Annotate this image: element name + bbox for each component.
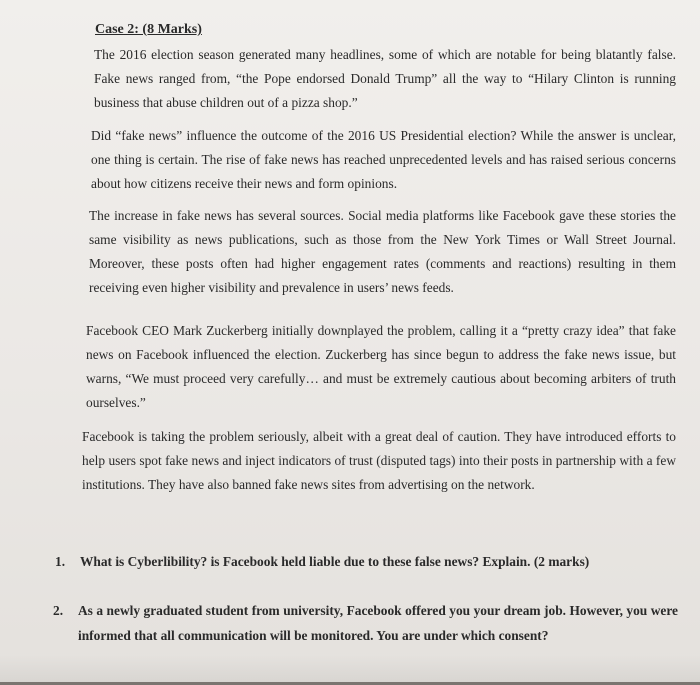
paragraph-fake-news-influence: Did “fake news” influence the outcome of the 2016 US Presidential election? While the answer is unclear, one thing is certain. The rise of fake news has reached unprecedented levels and has raised serious concerns about how citizens receive their news and form opinions.	[91, 128, 676, 191]
paragraph-fake-news-sources: The increase in fake news has several sources. Social media platforms like Facebook gave these stories the same visibility as news publications, such as those from the New York Times or Wall Street Journal. Moreover, these posts often had higher engagement rates (comments and reactions) resulting in them receiving even higher visibility and prevalence in users’ news feeds.	[89, 208, 676, 295]
paragraph-zuckerberg-response: Facebook CEO Mark Zuckerberg initially downplayed the problem, calling it a “pretty crazy idea” that fake news on Facebook influenced the election. Zuckerberg has since begun to address the fake news issue, but warns, “We must proceed very carefully… and must be extremely cautious about becoming arbiters of truth ourselves.”	[86, 323, 676, 410]
paragraph-election-headlines: The 2016 election season generated many headlines, some of which are notable for being blatantly false. Fake news ranged from, “the Pope endorsed Donald Trump” all the way to “Hilary Clinton is running business that abuse children out of a pizza shop.”	[94, 47, 676, 110]
question-1	[55, 549, 680, 574]
case-title: Case 2: (8 Marks)	[95, 22, 202, 37]
question-text: What is Cyberlibility? is Facebook held liable due to these false news? Explain. (2 marks)	[80, 554, 590, 569]
question-number: 1.	[55, 554, 66, 569]
question-text: As a newly graduated student from university, Facebook offered you your dream job. However, you were informed that all communication will be monitored. You are under which consent?	[78, 603, 678, 643]
question-2	[53, 598, 678, 648]
page-shadow	[0, 655, 700, 685]
question-number: 2.	[53, 603, 64, 618]
paragraph-facebook-efforts: Facebook is taking the problem seriously, albeit with a great deal of caution. They have introduced efforts to help users spot fake news and inject indicators of trust (disputed tags) into their posts in partnership with a few institutions. They have also banned fake news sites from advertising on the network.	[82, 429, 676, 492]
